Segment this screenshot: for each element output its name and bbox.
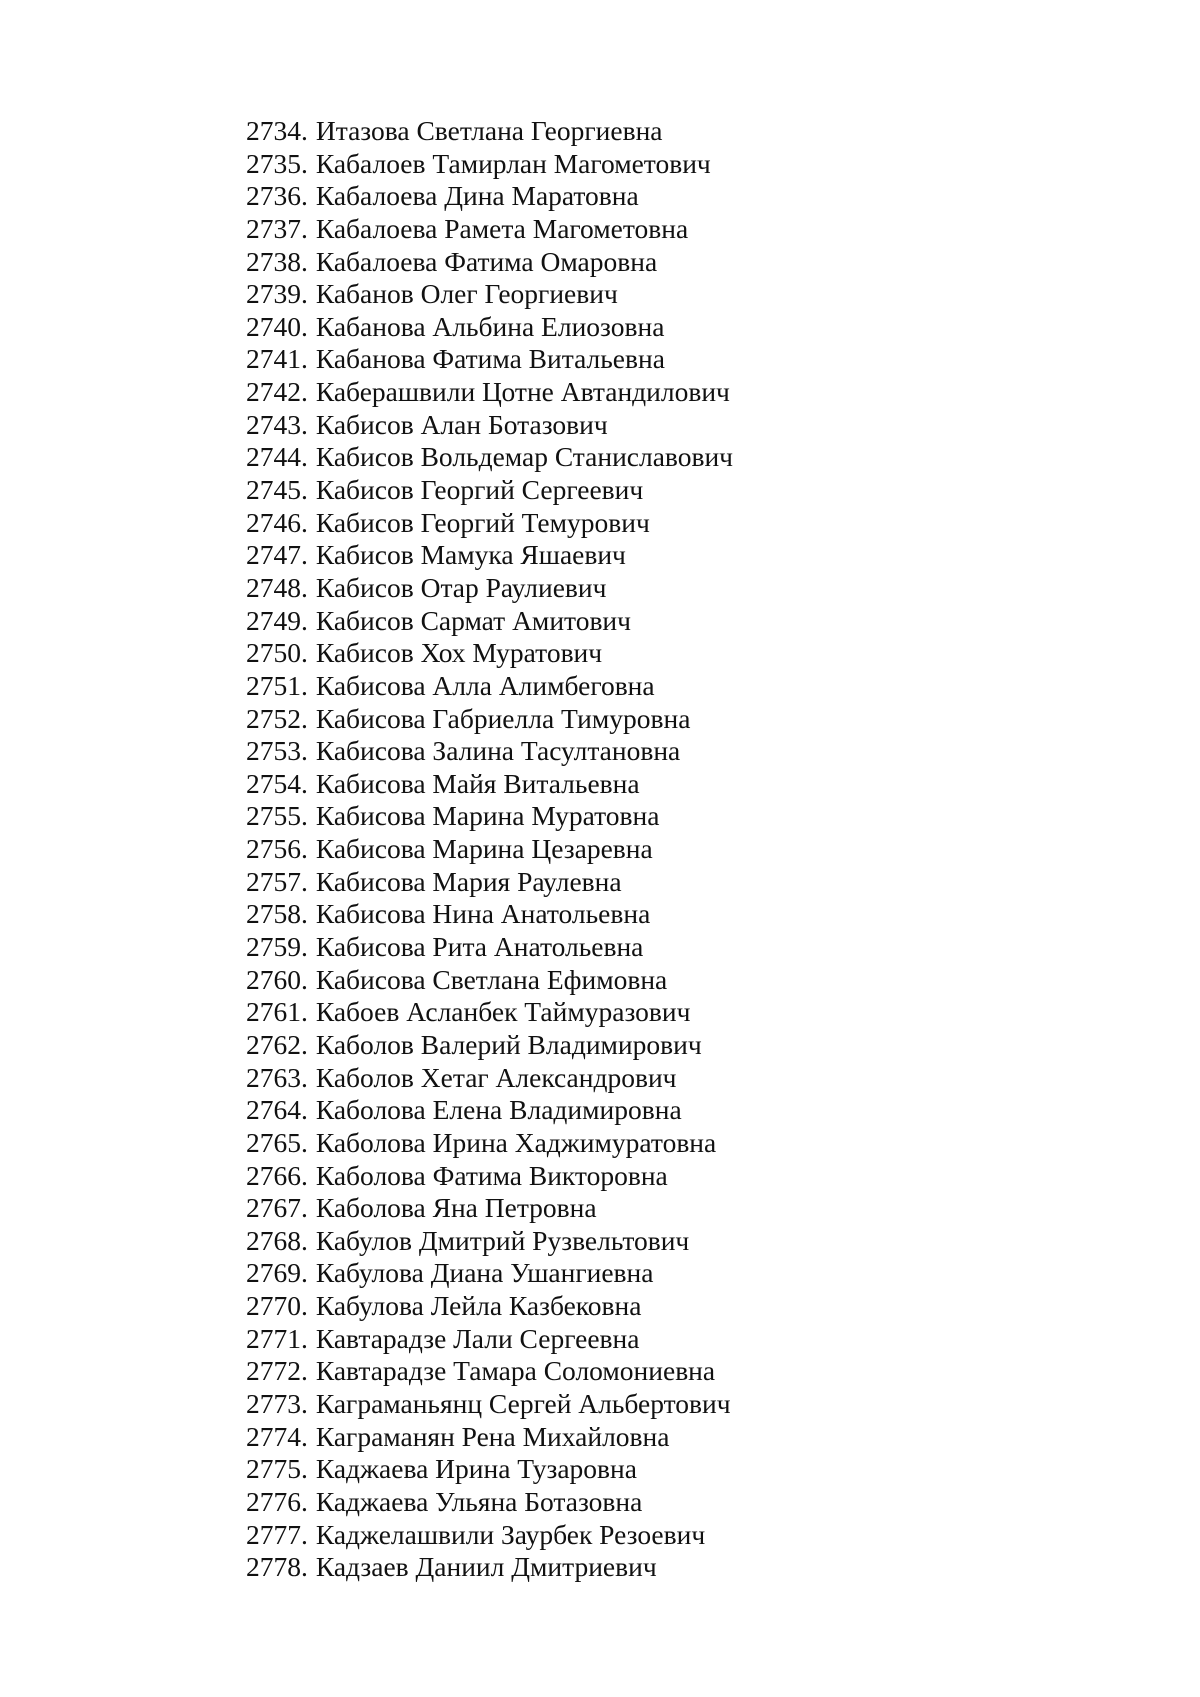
entry-name: Кабалоева Дина Маратовна [315,180,639,212]
entry-name: Кавтарадзе Тамара Соломониевна [315,1355,716,1387]
entry-number: 2750. [246,637,308,669]
entry-number: 2764. [246,1094,308,1126]
entry-name: Каболов Хетаг Александрович [315,1061,677,1093]
list-item [246,1388,733,1421]
entry-number: 2748. [246,571,308,603]
list-item [246,1225,733,1258]
entry-name: Кабоев Асланбек Таймуразович [315,996,691,1028]
entry-number: 2777. [246,1518,308,1550]
list-item [246,572,733,605]
entry-number: 2753. [246,735,308,767]
entry-number: 2775. [246,1453,308,1485]
entry-name: Кабисова Светлана Ефимовна [315,963,668,995]
entry-name: Итазова Светлана Георгиевна [315,115,663,146]
entry-number: 2760. [246,963,308,995]
list-item [246,605,733,638]
entry-name: Кабалоева Фатима Омаровна [315,245,658,277]
entry-number: 2742. [246,376,308,408]
entry-number: 2756. [246,833,308,865]
entry-name: Кабисов Отар Раулиевич [315,571,607,603]
list-item [246,1453,733,1486]
list-item [246,1290,733,1323]
list-item [246,180,733,213]
entry-name: Кабисова Марина Цезаревна [315,833,653,865]
entry-number: 2778. [246,1551,308,1583]
list-item [246,1421,733,1454]
list-item [246,343,733,376]
entry-name: Кабисова Залина Тасултановна [315,735,681,767]
entry-number: 2768. [246,1224,308,1256]
list-item [246,670,733,703]
entry-name: Кабулов Дмитрий Рузвельтович [315,1224,690,1256]
entry-name: Кабисова Марина Муратовна [315,800,660,832]
list-item [246,441,733,474]
list-item [246,376,733,409]
list-item [246,964,733,997]
entry-number: 2749. [246,604,308,636]
list-item [246,1519,733,1552]
list-item [246,1127,733,1160]
entry-number: 2746. [246,506,308,538]
entry-name: Каболова Ирина Хаджимуратовна [315,1126,717,1158]
entry-name: Кабисова Мария Раулевна [315,865,622,897]
list-item [246,246,733,279]
entry-name: Каджелашвили Заурбек Резоевич [315,1518,706,1550]
list-item [246,1094,733,1127]
entry-number: 2752. [246,702,308,734]
entry-number: 2761. [246,996,308,1028]
list-item [246,833,733,866]
entry-number: 2770. [246,1290,308,1322]
list-item [246,1062,733,1095]
entry-number: 2765. [246,1126,308,1158]
list-item [246,637,733,670]
entry-number: 2738. [246,245,308,277]
list-item [246,278,733,311]
entry-name: Каграманьянц Сергей Альбертович [315,1387,731,1419]
entry-number: 2776. [246,1485,308,1517]
list-item [246,1257,733,1290]
list-item [246,1323,733,1356]
entry-number: 2743. [246,408,308,440]
entry-name: Кабисов Вольдемар Станиславович [315,441,734,473]
entry-number: 2774. [246,1420,308,1452]
entry-name: Каджаева Ульяна Ботазовна [315,1485,643,1517]
list-item [246,409,733,442]
entry-number: 2735. [246,147,308,179]
entry-name: Каберашвили Цотне Автандилович [315,376,730,408]
entry-name: Каджаева Ирина Тузаровна [315,1453,637,1485]
entry-name: Каболова Елена Владимировна [315,1094,682,1126]
entry-number: 2759. [246,931,308,963]
entry-name: Каграманян Рена Михайловна [315,1420,670,1452]
entry-number: 2763. [246,1061,308,1093]
list-item [246,115,733,148]
entry-name: Кабисова Габриелла Тимуровна [315,702,691,734]
entry-number: 2739. [246,278,308,310]
entry-number: 2771. [246,1322,308,1354]
entry-number: 2751. [246,669,308,701]
entry-name: Каболова Фатима Викторовна [315,1159,668,1191]
list-item [246,1551,733,1584]
entry-name: Кабисов Хох Муратович [315,637,603,669]
list-item [246,539,733,572]
list-item [246,735,733,768]
entry-name: Кабисов Алан Ботазович [315,408,608,440]
entry-number: 2737. [246,212,308,244]
list-item [246,996,733,1029]
entry-name: Кавтарадзе Лали Сергеевна [315,1322,640,1354]
entry-name: Кабалоева Рамета Магометовна [315,212,689,244]
entry-number: 2773. [246,1387,308,1419]
entry-name: Кабанова Фатима Витальевна [315,343,665,375]
list-item [246,800,733,833]
entry-name: Кабисов Георгий Темурович [315,506,650,538]
entry-number: 2736. [246,180,308,212]
entry-number: 2758. [246,898,308,930]
entry-number: 2754. [246,767,308,799]
entry-name: Кабисова Нина Анатольевна [315,898,651,930]
entry-number: 2767. [246,1192,308,1224]
list-item [246,1029,733,1062]
entry-number: 2740. [246,310,308,342]
entry-name: Кабисов Сармат Амитович [315,604,631,636]
list-item [246,1160,733,1193]
list-item [246,768,733,801]
entry-name: Кабалоев Тамирлан Магометович [315,147,711,179]
entry-number: 2741. [246,343,308,375]
entry-number: 2769. [246,1257,308,1289]
list-item [246,898,733,931]
entry-name: Кабулова Лейла Казбековна [315,1290,642,1322]
list-item [246,507,733,540]
list-item [246,1486,733,1519]
entry-number: 2772. [246,1355,308,1387]
entry-name: Кабанова Альбина Елиозовна [315,310,665,342]
entry-number: 2745. [246,474,308,506]
entry-name: Кабисова Алла Алимбеговна [315,669,655,701]
name-list [246,115,733,1584]
list-item [246,474,733,507]
entry-name: Кабанов Олег Георгиевич [315,278,618,310]
list-item [246,931,733,964]
entry-number: 2734. [246,115,308,146]
entry-name: Кабисов Мамука Яшаевич [315,539,626,571]
entry-number: 2747. [246,539,308,571]
entry-number: 2755. [246,800,308,832]
entry-name: Кабисова Майя Витальевна [315,767,640,799]
entry-name: Кадзаев Даниил Дмитриевич [315,1551,657,1583]
list-item [246,1192,733,1225]
entry-number: 2762. [246,1028,308,1060]
entry-name: Кабулова Диана Ушангиевна [315,1257,654,1289]
list-item [246,703,733,736]
list-item [246,213,733,246]
entry-number: 2744. [246,441,308,473]
list-item [246,866,733,899]
entry-number: 2757. [246,865,308,897]
entry-name: Каболова Яна Петровна [315,1192,597,1224]
entry-name: Кабисов Георгий Сергеевич [315,474,644,506]
list-item [246,148,733,181]
entry-number: 2766. [246,1159,308,1191]
entry-name: Кабисова Рита Анатольевна [315,931,644,963]
entry-name: Каболов Валерий Владимирович [315,1028,702,1060]
list-item [246,311,733,344]
list-item [246,1355,733,1388]
